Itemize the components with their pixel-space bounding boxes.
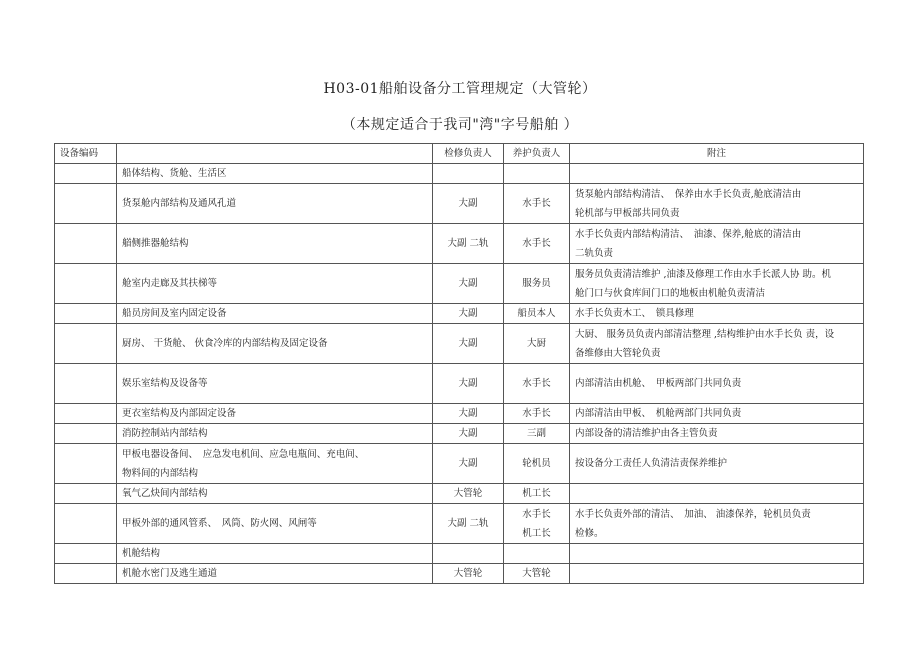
maintainer-cell: 船员本人 [504, 304, 570, 324]
table-row [55, 184, 864, 224]
note-cell [570, 564, 864, 584]
maintainer-cell: 水手长 [504, 184, 570, 224]
note-cell [570, 164, 864, 184]
table-row [55, 484, 864, 504]
inspector-cell: 大副 [433, 404, 504, 424]
inspector-cell: 大副 [433, 424, 504, 444]
inspector-cell: 大管轮 [433, 564, 504, 584]
item-cell: 厨房、 干货舱、 伙食冷库的内部结构及固定设备 [117, 324, 433, 364]
inspector-cell: 大副 二轨 [433, 504, 504, 544]
maintainer-cell: 大管轮 [504, 564, 570, 584]
section-title: 机舱结构 [117, 544, 433, 564]
code-cell [55, 424, 117, 444]
inspector-cell [433, 164, 504, 184]
note-line: 备维修由大管轮负责 [575, 347, 661, 359]
maintainer-cell: 水手长 [504, 364, 570, 404]
note-cell: 水手长负责木工、 锁具修理 [570, 304, 864, 324]
table-row [55, 444, 864, 484]
table-row [55, 324, 864, 364]
maintainer-cell: 水手长 [504, 224, 570, 264]
item-line: 物料间的内部结构 [122, 467, 199, 479]
maintainer-cell: 服务员 [504, 264, 570, 304]
note-line: 服务员负责清洁维护 ,油漆及修理工作由水手长派人协 助。机 [575, 268, 832, 280]
item-cell: 货泵舱内部结构及通风孔道 [117, 184, 433, 224]
inspector-cell: 大副 [433, 184, 504, 224]
document-subtitle: （本规定适合于我司"湾"字号船舶 ） [341, 117, 579, 133]
inspector-cell: 大副 [433, 444, 504, 484]
note-cell [570, 324, 864, 364]
note-cell: 内部设备的清洁维护由各主管负责 [570, 424, 864, 444]
maintainer-cell [504, 504, 570, 544]
inspector-cell: 大副 [433, 304, 504, 324]
note-line: 货泵舱内部结构清洁、 保养由水手长负责,舱底清洁由 [575, 188, 802, 200]
item-cell: 氧气乙炔间内部结构 [117, 484, 433, 504]
maintainer-cell: 轮机员 [504, 444, 570, 484]
header-code: 设备编码 [55, 144, 117, 164]
code-cell [55, 404, 117, 424]
item-cell: 舱室内走廊及其扶梯等 [117, 264, 433, 304]
code-cell [55, 564, 117, 584]
code-cell [55, 444, 117, 484]
item-cell: 船员房间及室内固定设备 [117, 304, 433, 324]
item-cell: 更衣室结构及内部固定设备 [117, 404, 433, 424]
inspector-cell: 大管轮 [433, 484, 504, 504]
item-line: 甲板电器设备间、 应急发电机间、应急电瓶间、充电间、 [122, 448, 365, 460]
table-row [55, 404, 864, 424]
document-title: H03-01船舶设备分工管理规定（大管轮） [323, 81, 597, 97]
note-line: 二轨负责 [575, 247, 614, 259]
table-row [55, 504, 864, 544]
inspector-cell: 大副 [433, 364, 504, 404]
maintainer-cell: 三副 [504, 424, 570, 444]
table-row [55, 424, 864, 444]
note-cell [570, 264, 864, 304]
note-cell [570, 184, 864, 224]
inspector-cell: 大副 [433, 324, 504, 364]
maintainer-cell [504, 164, 570, 184]
item-cell: 机舱水密门及逃生通道 [117, 564, 433, 584]
equipment-division-table [54, 143, 864, 584]
item-cell: 娱乐室结构及设备等 [117, 364, 433, 404]
item-cell: 消防控制站内部结构 [117, 424, 433, 444]
code-cell [55, 264, 117, 304]
table-row [55, 364, 864, 404]
item-cell [117, 444, 433, 484]
note-cell: 按设备分工责任人负清洁责保养维护 [570, 444, 864, 484]
note-line: 检修。 [575, 527, 604, 539]
item-cell: 甲板外部的通风管系、 风筒、防火网、风闸等 [117, 504, 433, 544]
maintainer-cell: 大厨 [504, 324, 570, 364]
item-cell: 艏侧推器舱结构 [117, 224, 433, 264]
code-cell [55, 544, 117, 564]
table-row [55, 224, 864, 264]
note-cell: 内部清洁由机舱、 甲板两部门共同负责 [570, 364, 864, 404]
table-header-row [55, 144, 864, 164]
code-cell [55, 324, 117, 364]
maintainer-cell: 机工长 [504, 484, 570, 504]
inspector-cell: 大副 二轨 [433, 224, 504, 264]
code-cell [55, 224, 117, 264]
code-cell [55, 504, 117, 544]
section-title: 船体结构、货舱、生活区 [117, 164, 433, 184]
note-cell [570, 544, 864, 564]
maintainer-line: 机工长 [522, 527, 551, 539]
inspector-cell [433, 544, 504, 564]
header-item [117, 144, 433, 164]
header-maintainer: 养护负责人 [504, 144, 570, 164]
code-cell [55, 184, 117, 224]
inspector-cell: 大副 [433, 264, 504, 304]
note-line: 水手长负责内部结构清洁、 油漆、保养,舱底的清洁由 [575, 228, 802, 240]
note-line: 轮机部与甲板部共同负责 [575, 207, 680, 219]
table-row [55, 304, 864, 324]
header-note: 附注 [570, 144, 864, 164]
table-row [55, 264, 864, 304]
code-cell [55, 484, 117, 504]
code-cell [55, 164, 117, 184]
maintainer-line: 水手长 [522, 508, 551, 520]
note-cell [570, 484, 864, 504]
note-cell [570, 224, 864, 264]
note-line: 舱门口与伙食库间门口的地板由机舱负责清洁 [575, 287, 766, 299]
note-cell [570, 504, 864, 544]
maintainer-cell: 水手长 [504, 404, 570, 424]
table-row [55, 564, 864, 584]
note-line: 水手长负责外部的清洁、 加油、 油漆保养，轮机员负责 [575, 508, 811, 520]
maintainer-cell [504, 544, 570, 564]
code-cell [55, 364, 117, 404]
section-row [55, 544, 864, 564]
section-row [55, 164, 864, 184]
header-inspector: 检修负责人 [433, 144, 504, 164]
code-cell [55, 304, 117, 324]
note-cell: 内部清洁由甲板、 机舱两部门共同负责 [570, 404, 864, 424]
note-line: 大厨、 服务员负责内部清洁整理 ,结构维护由水手长负 责，设 [575, 328, 835, 340]
